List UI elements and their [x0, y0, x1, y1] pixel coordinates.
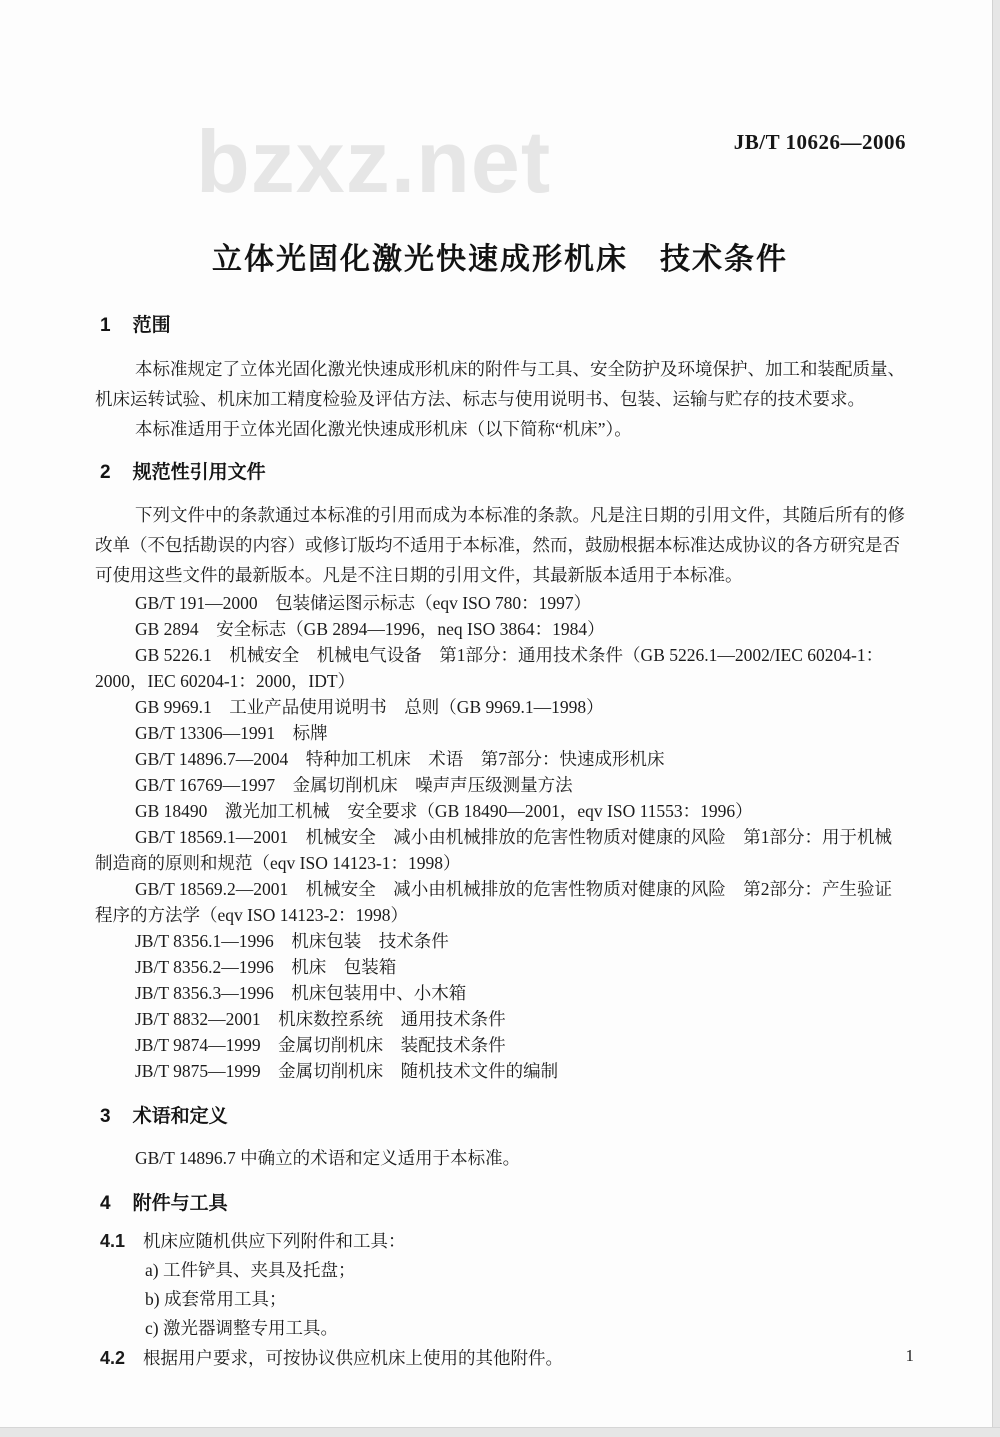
reference-item: GB/T 16769—1997 金属切削机床 噪声声压级测量方法: [135, 775, 573, 795]
paragraph: 本标准规定了立体光固化激光快速成形机床的附件与工具、安全防护及环境保护、加工和装配质量、机床运转试验、机床加工精度检验及评估方法、标志与使用说明书、包装、运输与贮存的技术要求。: [95, 359, 905, 409]
section-heading-3: [95, 1105, 907, 1128]
section-heading-1: [95, 314, 907, 337]
section-title: 范围: [132, 315, 171, 336]
section-title: 附件与工具: [132, 1193, 228, 1214]
section-number: 1: [100, 315, 111, 336]
document-body: [95, 314, 907, 1373]
standard-code: JB/T 10626—2006: [733, 130, 906, 154]
reference-item: GB 18490 激光加工机械 安全要求（GB 18490—2001，eqv ISO 11553：1996）: [135, 801, 753, 821]
reference-item: GB/T 191—2000 包装储运图示标志（eqv ISO 780：1997）: [135, 593, 592, 613]
page-scan-edge-right: [992, 0, 1000, 1436]
references-list: [95, 590, 907, 1084]
clause-4-1: [95, 1226, 907, 1256]
section-title: 术语和定义: [132, 1106, 228, 1127]
section-heading-2: [95, 461, 907, 484]
list-item: b) 成套常用工具；: [145, 1289, 287, 1309]
paragraph: 下列文件中的条款通过本标准的引用而成为本标准的条款。凡是注日期的引用文件，其随后所有的修改单（不包括勘误的内容）或修订版均不适用于本标准，然而，鼓励根据本标准达成协议的各方研究是否可使用这些文件的最新版本。凡是不注日期的引用文件，其最新版本适用于本标准。: [95, 505, 905, 585]
reference-item: GB/T 18569.2—2001 机械安全 减小由机械排放的危害性物质对健康的风险 第2部分：产生验证程序的方法学（eqv ISO 14123-2：1998）: [95, 879, 893, 925]
reference-item: JB/T 8356.2—1996 机床 包装箱: [135, 957, 397, 977]
reference-item: GB/T 18569.1—2001 机械安全 减小由机械排放的危害性物质对健康的风险 第1部分：用于机械制造商的原则和规范（eqv ISO 14123-1：1998）: [95, 827, 893, 873]
section-number: 3: [100, 1106, 111, 1127]
clause-number: 4.1: [100, 1231, 126, 1251]
reference-item: GB 9969.1 工业产品使用说明书 总则（GB 9969.1—1998）: [135, 697, 604, 717]
section-heading-4: [95, 1192, 907, 1215]
clause-text: 机床应随机供应下列附件和工具：: [143, 1231, 406, 1251]
section-title: 规范性引用文件: [132, 462, 266, 483]
reference-item: GB 5226.1 机械安全 机械电气设备 第1部分：通用技术条件（GB 5226.1—2002/IEC 60204-1：2000，IEC 60204-1：2000，IDT）: [95, 645, 884, 691]
list-item: a) 工件铲具、夹具及托盘；: [145, 1260, 356, 1280]
clause-4-2: [95, 1343, 907, 1373]
reference-item: JB/T 8832—2001 机床数控系统 通用技术条件: [135, 1009, 506, 1029]
reference-item: GB/T 14896.7—2004 特种加工机床 术语 第7部分：快速成形机床: [135, 749, 665, 769]
reference-item: GB/T 13306—1991 标牌: [135, 723, 328, 743]
reference-item: JB/T 8356.3—1996 机床包装用中、小木箱: [135, 983, 467, 1003]
clause-text: 根据用户要求，可按协议供应机床上使用的其他附件。: [143, 1348, 564, 1368]
reference-item: JB/T 9875—1999 金属切削机床 随机技术文件的编制: [135, 1061, 559, 1081]
document-title: 立体光固化激光快速成形机床 技术条件: [212, 243, 788, 276]
reference-item: JB/T 9874—1999 金属切削机床 装配技术条件: [135, 1035, 506, 1055]
section-number: 4: [100, 1193, 111, 1214]
watermark: bzxz.net: [196, 112, 552, 211]
list-item: c) 激光器调整专用工具。: [145, 1318, 338, 1338]
reference-item: JB/T 8356.1—1996 机床包装 技术条件: [135, 931, 449, 951]
reference-item: GB 2894 安全标志（GB 2894—1996，neq ISO 3864：1984）: [135, 619, 605, 639]
clause-number: 4.2: [100, 1348, 126, 1368]
page-number: 1: [905, 1346, 914, 1365]
paragraph: GB/T 14896.7 中确立的术语和定义适用于本标准。: [135, 1148, 521, 1168]
paragraph: 本标准适用于立体光固化激光快速成形机床（以下简称“机床”）。: [135, 419, 632, 439]
section-number: 2: [100, 462, 111, 483]
